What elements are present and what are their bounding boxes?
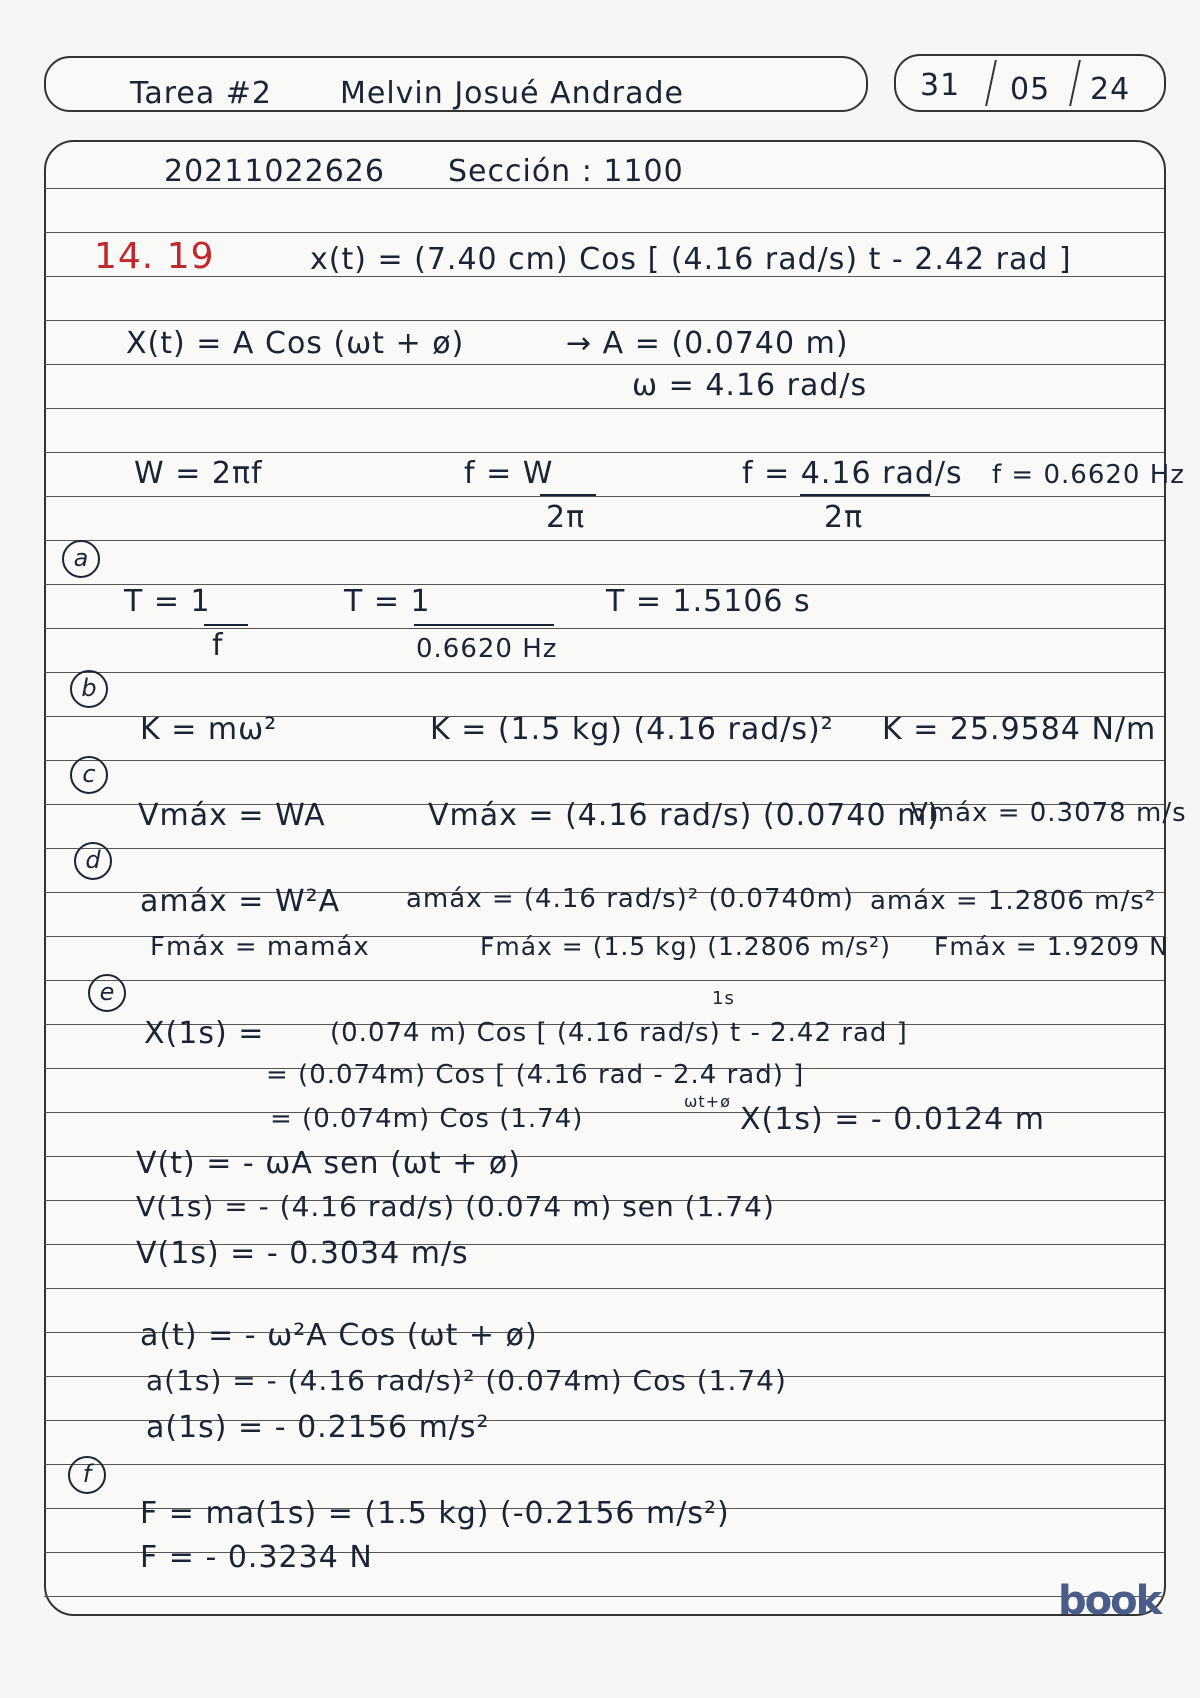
part-c-label: c: [70, 756, 108, 794]
position-step-2: = (0.074m) Cos [ (4.16 rad - 2.4 rad) ]: [266, 1060, 805, 1090]
period-substitution: T = 1: [344, 584, 431, 619]
acceleration-substitution: a(1s) = - (4.16 rad/s)² (0.074m) Cos (1.74): [146, 1364, 787, 1397]
position-at-1s-rhs: (0.074 m) Cos [ (4.16 rad/s) t - 2.42 rad ]: [330, 1018, 908, 1048]
frequency-formula-denominator: 2π: [546, 500, 586, 535]
max-velocity-formula: Vmáx = WA: [138, 798, 326, 833]
period-result: T = 1.5106 s: [606, 584, 811, 619]
general-equation: X(t) = A Cos (ωt + ø): [126, 326, 465, 361]
fraction-bar: [540, 494, 596, 496]
max-velocity-result: Vmáx = 0.3078 m/s: [910, 798, 1187, 828]
date-month: 05: [1010, 72, 1051, 107]
force-at-1s-result: F = - 0.3234 N: [140, 1540, 373, 1575]
ruled-line: [44, 672, 1164, 673]
ruled-line: [44, 408, 1164, 409]
assignment-title: Tarea #2: [130, 76, 273, 111]
max-velocity-substitution: Vmáx = (4.16 rad/s) (0.0740 m): [428, 798, 941, 833]
velocity-result: V(1s) = - 0.3034 m/s: [136, 1236, 469, 1271]
time-substitution-note: 1s: [712, 988, 735, 1009]
ruled-line: [44, 496, 1164, 497]
ruled-line: [44, 320, 1164, 321]
velocity-general: V(t) = - ωA sen (ωt + ø): [136, 1146, 521, 1181]
ruled-line: [44, 1464, 1164, 1465]
omega-value: ω = 4.16 rad/s: [632, 368, 868, 403]
omega-frequency-relation: W = 2πf: [134, 456, 263, 491]
ruled-line: [44, 760, 1164, 761]
frequency-substitution-denominator: 2π: [824, 500, 864, 535]
ruled-line: [44, 584, 1164, 585]
frequency-substitution: f = 4.16 rad/s: [742, 456, 963, 491]
date-day: 31: [920, 68, 961, 103]
max-acceleration-formula: amáx = W²A: [140, 884, 341, 919]
force-at-1s-formula: F = ma(1s) = (1.5 kg) (-0.2156 m/s²): [140, 1496, 730, 1531]
velocity-substitution: V(1s) = - (4.16 rad/s) (0.074 m) sen (1.74): [136, 1190, 775, 1223]
student-id: 20211022626: [164, 154, 385, 189]
section-label: Sección : 1100: [448, 154, 684, 189]
period-formula: T = 1: [124, 584, 211, 619]
ruled-line: [44, 1596, 1164, 1597]
frequency-result: f = 0.6620 Hz: [992, 460, 1185, 490]
position-result: X(1s) = - 0.0124 m: [740, 1102, 1045, 1137]
ruled-line: [44, 848, 1164, 849]
amplitude-value: → A = (0.0740 m): [566, 326, 849, 361]
book-logo: book: [1058, 1578, 1161, 1624]
problem-number: 14. 19: [94, 236, 215, 277]
max-acceleration-substitution: amáx = (4.16 rad/s)² (0.0740m): [406, 884, 855, 914]
part-b-label: b: [70, 670, 108, 708]
ruled-line: [44, 540, 1164, 541]
ruled-line: [44, 232, 1164, 233]
ruled-line: [44, 980, 1164, 981]
spring-constant-formula: K = mω²: [140, 712, 278, 747]
period-formula-denominator: f: [212, 628, 224, 663]
ruled-line: [44, 364, 1164, 365]
fraction-bar: [800, 494, 930, 496]
frequency-formula: f = W: [464, 456, 554, 491]
acceleration-result: a(1s) = - 0.2156 m/s²: [146, 1410, 490, 1445]
student-name: Melvin Josué Andrade: [340, 76, 684, 111]
spring-constant-substitution: K = (1.5 kg) (4.16 rad/s)²: [430, 712, 834, 747]
fraction-bar: [204, 624, 248, 626]
position-at-1s-lhs: X(1s) =: [144, 1016, 265, 1051]
ruled-line: [44, 452, 1164, 453]
spring-constant-result: K = 25.9584 N/m: [882, 712, 1157, 747]
max-force-substitution: Fmáx = (1.5 kg) (1.2806 m/s²): [480, 932, 891, 961]
phase-note: ωt+ø: [684, 1092, 731, 1111]
given-equation: x(t) = (7.40 cm) Cos [ (4.16 rad/s) t - 2.42 rad ]: [310, 242, 1072, 277]
part-f-label: f: [68, 1456, 106, 1494]
part-a-label: a: [62, 540, 100, 578]
fraction-bar: [414, 624, 554, 626]
acceleration-general: a(t) = - ω²A Cos (ωt + ø): [140, 1318, 538, 1353]
date-year: 24: [1090, 72, 1131, 107]
max-force-result: Fmáx = 1.9209 N: [934, 932, 1169, 961]
max-acceleration-result: amáx = 1.2806 m/s²: [870, 886, 1157, 916]
period-substitution-denominator: 0.6620 Hz: [416, 634, 558, 664]
ruled-line: [44, 1288, 1164, 1289]
max-force-formula: Fmáx = mamáx: [150, 932, 370, 962]
position-step-3: = (0.074m) Cos (1.74): [270, 1104, 584, 1134]
part-d-label: d: [74, 842, 112, 880]
part-e-label: e: [88, 974, 126, 1012]
